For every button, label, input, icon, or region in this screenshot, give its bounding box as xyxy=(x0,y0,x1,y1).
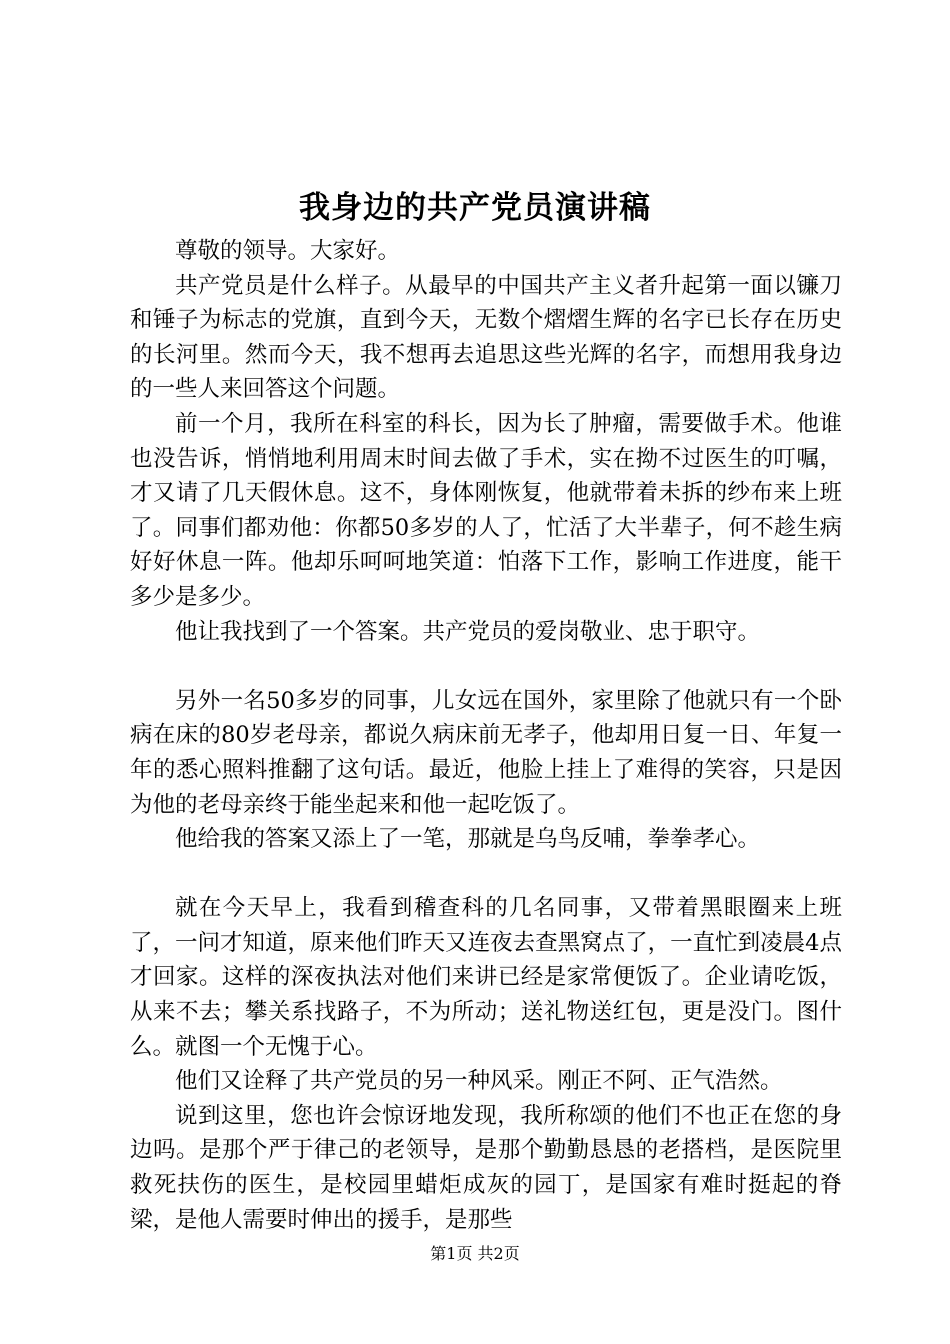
paragraph-colleague-mother: 另外一名50多岁的同事，儿女远在国外，家里除了他就只有一个卧病在床的80岁老母亲，都说久病床前无孝子，他却用日复一日、年复一年的悉心照料推翻了这句话。最近，他脸上挂上了难得的笑容，只是因为他的老母亲终于能坐起来和他一起吃饭了。 xyxy=(130,687,842,818)
paragraph-answer-integrity: 他们又诠释了共产党员的另一种风采。刚正不阿、正气浩然。 xyxy=(175,1068,783,1095)
paragraph-answer-filial: 他给我的答案又添上了一笔，那就是乌鸟反哺，拳拳孝心。 xyxy=(175,826,761,853)
paragraph-inspection-team: 就在今天早上，我看到稽查科的几名同事，又带着黑眼圈来上班了，一问才知道，原来他们昨天又连夜去查黑窝点了，一直忙到凌晨4点才回家。这样的深夜执法对他们来讲已经是家常便饭了。企业请吃饭，从来不去；攀关系找路子，不为所动；送礼物送红包，更是没门。图什么。就图一个无愧于心。 xyxy=(130,895,842,1060)
paragraph-greeting: 尊敬的领导。大家好。 xyxy=(175,238,401,264)
document-body xyxy=(130,234,842,1237)
paragraph-conclusion: 说到这里，您也许会惊讶地发现，我所称颂的他们不也正在您的身边吗。是那个严于律己的老领导，是那个勤勤恳恳的老搭档，是医院里救死扶伤的医生，是校园里蜡炬成灰的园丁，是国家有难时挺起的脊梁，是他人需要时伸出的援手，是那些 xyxy=(130,1102,842,1233)
paragraph-spacer xyxy=(130,649,842,684)
paragraph-intro: 共产党员是什么样子。从最早的中国共产主义者升起第一面以镰刀和锤子为标志的党旗，直到今天，无数个熠熠生辉的名字已长存在历史的长河里。然而今天，我不想再去追思这些光辉的名字，而想用我身边的一些人来回答这个问题。 xyxy=(130,272,842,403)
page-footer: 第1页 共2页 xyxy=(430,1244,520,1263)
paragraph-spacer xyxy=(130,857,842,892)
document-title: 我身边的共产党员演讲稿 xyxy=(299,190,651,226)
paragraph-answer-dedication: 他让我找到了一个答案。共产党员的爱岗敬业、忠于职守。 xyxy=(175,618,761,645)
paragraph-section-chief: 前一个月，我所在科室的科长，因为长了肿瘤，需要做手术。他谁也没告诉，悄悄地利用周末时间去做了手术，实在拗不过医生的叮嘱，才又请了几天假休息。这不，身体刚恢复，他就带着未拆的纱布来上班了。同事们都劝他：你都50多岁的人了，忙活了大半辈子，何不趁生病好好休息一阵。他却乐呵呵地笑道：怕落下工作，影响工作进度，能干多少是多少。 xyxy=(130,410,842,610)
